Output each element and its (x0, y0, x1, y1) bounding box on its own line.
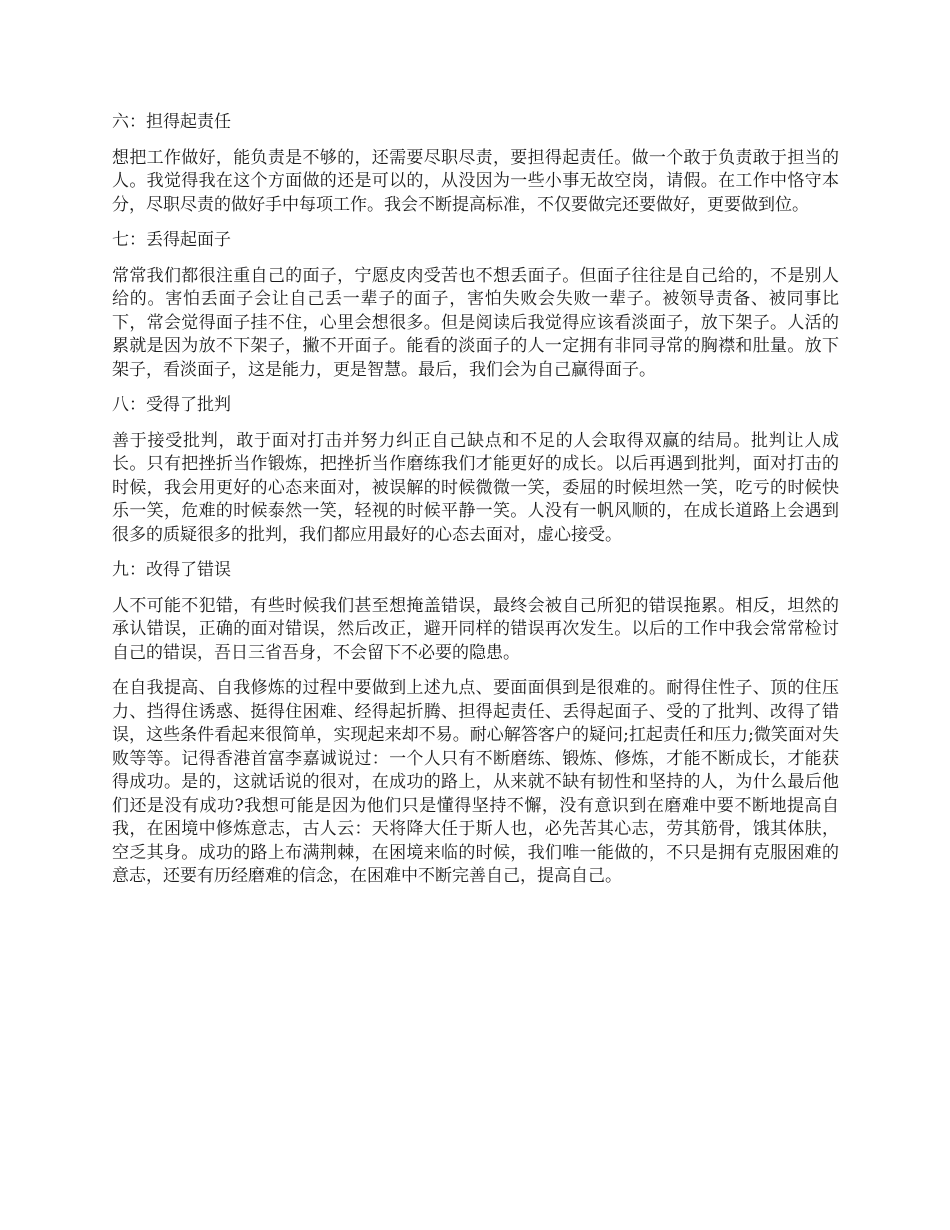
section-7-paragraph-1: 常常我们都很注重自己的面子，宁愿皮肉受苦也不想丢面子。但面子往往是自己给的，不是别人给的。害怕丢面子会让自己丢一辈子的面子，害怕失败会失败一辈子。被领导责备、被同事比下，常会觉得面子挂不住，心里会想很多。但是阅读后我觉得应该看淡面子，放下架子。人活的累就是因为放不下架子，撇不开面子。能看的淡面子的人一定拥有非同寻常的胸襟和肚量。放下架子，看淡面子，这是能力，更是智慧。最后，我们会为自己赢得面子。 (112, 265, 839, 380)
section-6-paragraph-1: 想把工作做好，能负责是不够的，还需要尽职尽责，要担得起责任。做一个敢于负责敢于担当的人。我觉得我在这个方面做的还是可以的，从没因为一些小事无故空岗，请假。在工作中恪守本分，尽职尽责的做好手中每项工作。我会不断提高标准，不仅要做完还要做好，更要做到位。 (112, 147, 839, 215)
section-heading-8: 八：受得了批判 (112, 395, 231, 415)
section-heading-7: 七：丢得起面子 (112, 230, 231, 250)
section-8-paragraph-1: 善于接受批判，敢于面对打击并努力纠正自己缺点和不足的人会取得双赢的结局。批判让人成长。只有把挫折当作锻炼，把挫折当作磨练我们才能更好的成长。以后再遇到批判，面对打击的时候，我会用更好的心态来面对，被误解的时候微微一笑，委屈的时候坦然一笑，吃亏的时候快乐一笑，危难的时候泰然一笑，轻视的时候平静一笑。人没有一帆风顺的，在成长道路上会遇到很多的质疑很多的批判，我们都应用最好的心态去面对，虚心接受。 (112, 430, 839, 545)
document-page (112, 111, 839, 901)
section-9-paragraph-1: 人不可能不犯错，有些时候我们甚至想掩盖错误，最终会被自己所犯的错误拖累。相反，坦然的承认错误，正确的面对错误，然后改正，避开同样的错误再次发生。以后的工作中我会常常检讨自己的错误，吾日三省吾身，不会留下不必要的隐患。 (112, 595, 839, 663)
section-heading-6: 六：担得起责任 (112, 112, 231, 132)
conclusion-paragraph: 在自我提高、自我修炼的过程中要做到上述九点、要面面俱到是很难的。耐得住性子、顶的住压力、挡得住诱惑、挺得住困难、经得起折腾、担得起责任、丢得起面子、受的了批判、改得了错误，这些条件看起来很简单，实现起来却不易。耐心解答客户的疑问;扛起责任和压力;微笑面对失败等等。记得香港首富李嘉诚说过：一个人只有不断磨练、锻炼、修炼，才能不断成长，才能获得成功。是的，这就话说的很对，在成功的路上，从来就不缺有韧性和坚持的人，为什么最后他们还是没有成功?我想可能是因为他们只是懂得坚持不懈，没有意识到在磨难中要不断地提高自我，在困境中修炼意志，古人云：天将降大任于斯人也，必先苦其心志，劳其筋骨，饿其体肤，空乏其身。成功的路上布满荆棘，在困境来临的时候，我们唯一能做的，不只是拥有克服困难的意志，还要有历经磨难的信念，在困难中不断完善自己，提高自己。 (112, 678, 839, 886)
section-heading-9: 九：改得了错误 (112, 560, 231, 580)
